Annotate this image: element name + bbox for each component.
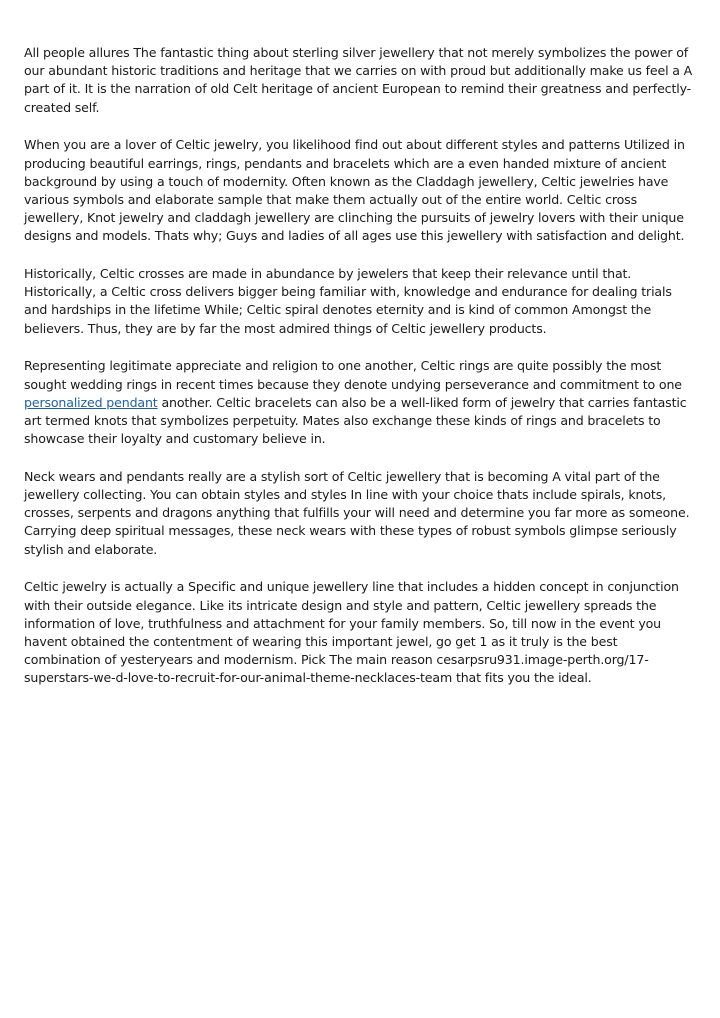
paragraph-3: Historically, Celtic crosses are made in abundance by jewelers that keep their relevance until that. Historically, a Celtic cross delivers bigger being familiar with, knowledge and endurance for dealing trials and hardships in the lifetime While; Celtic spiral denotes eternity and is kind of common Amongst the believers. Thus, they are by far the most admired things of Celtic jewellery products.	[24, 266, 672, 336]
paragraph-6: Celtic jewelry is actually a Specific and unique jewellery line that includes a hidden concept in conjunction with their outside elegance. Like its intricate design and style and pattern, Celtic jewellery spreads the information of love, truthfulness and attachment for your family members. So, till now in the event you havent obtained the contentment of wearing this important jewel, go get 1 as it truly is the best combination of yesteryears and modernism. Pick The main reason cesarpsru931.image-perth.org/17-superstars-we-d-love-to-recruit-for-our-animal-theme-necklaces-team that fits you the ideal.	[24, 579, 679, 686]
paragraph-4-text-after: another. Celtic bracelets can also be a well-liked form of jewelry that carries fantastic art termed knots that symbolizes perpetuity. Mates also exchange these kinds of rings and bracelets to showcase their loyalty and customary believe in.	[24, 394, 687, 447]
personalized-pendant-link[interactable]: personalized pendant	[24, 394, 158, 410]
document-body	[24, 44, 696, 707]
paragraph-2: When you are a lover of Celtic jewelry, you likelihood find out about different styles and patterns Utilized in producing beautiful earrings, rings, pendants and bracelets which are a even handed mixture of ancient background by using a touch of modernity. Often known as the Claddagh jewellery, Celtic jewelries have various symbols and elaborate sample that make them actually out of the entire world. Celtic cross jewellery, Knot jewelry and claddagh jewellery are clinching the pursuits of jewelry lovers with their unique designs and models. Thats why; Guys and ladies of all ages use this jewellery with satisfaction and delight.	[24, 137, 685, 244]
paragraph-1: All people allures The fantastic thing about sterling silver jewellery that not merely symbolizes the power of our abundant historic traditions and heritage that we carries on with proud but additionally make us feel a A part of it. It is the narration of old Celt heritage of ancient European to remind their greatness and perfectly-created self.	[24, 45, 693, 115]
paragraph-5: Neck wears and pendants really are a stylish sort of Celtic jewellery that is becoming A vital part of the jewellery collecting. You can obtain styles and styles In line with your choice thats include spirals, knots, crosses, serpents and dragons anything that fulfills your will need and determine you far more as someone. Carrying deep spiritual messages, these neck wears with these types of robust symbols glimpse seriously stylish and elaborate.	[24, 468, 690, 557]
paragraph-4-text-before: Representing legitimate appreciate and religion to one another, Celtic rings are quite possibly the most sought wedding rings in recent times because they denote undying perseverance and commitment to one	[24, 358, 682, 392]
paragraph-4	[24, 357, 696, 448]
